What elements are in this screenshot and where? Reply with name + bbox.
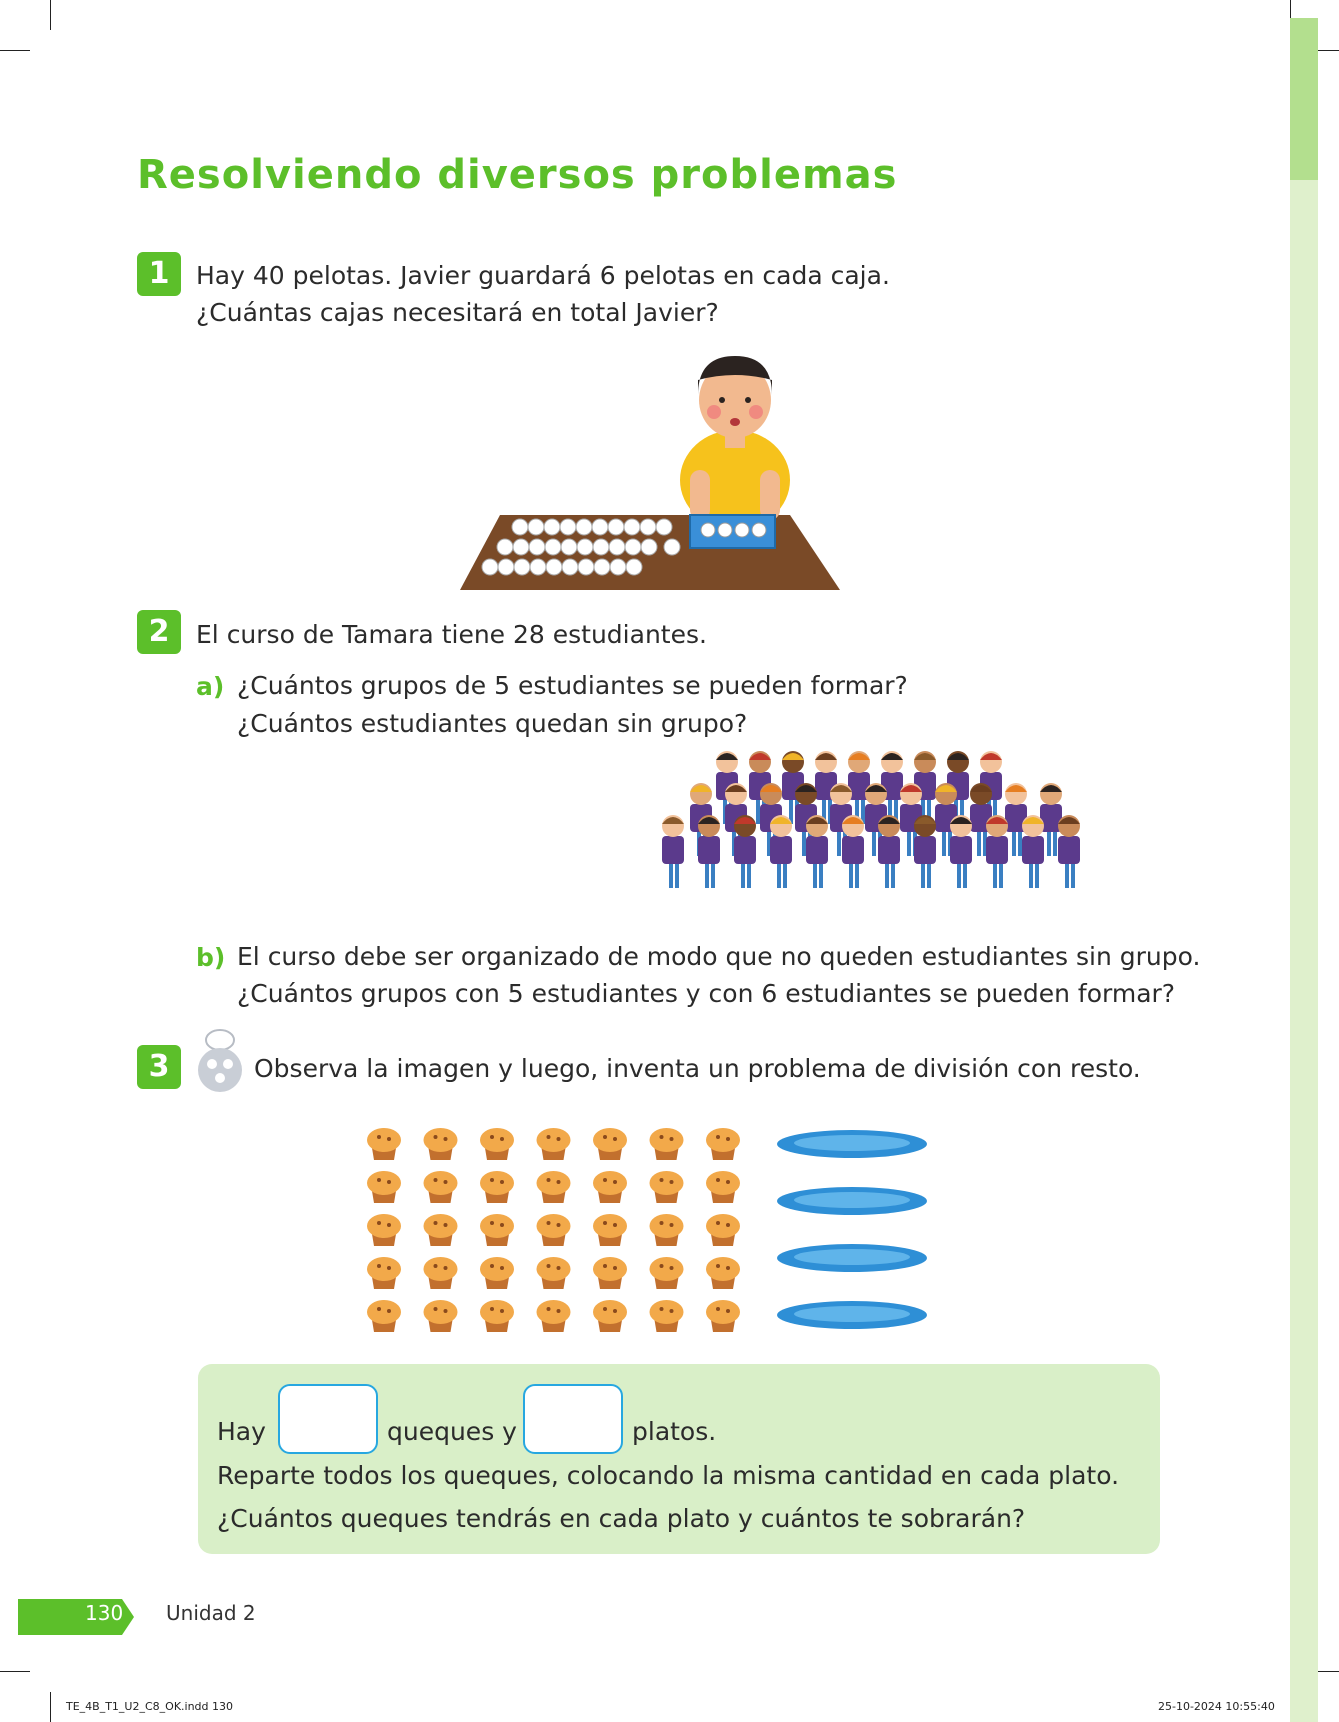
problem1-line2: ¿Cuántas cajas necesitará en total Javier? bbox=[196, 298, 719, 327]
students-group-illustration bbox=[655, 748, 1110, 920]
muffin-icon bbox=[593, 1257, 627, 1289]
plate-icon bbox=[777, 1187, 927, 1215]
crop-mark bbox=[50, 0, 51, 30]
muffin-icon bbox=[480, 1300, 514, 1332]
muffin-icon bbox=[650, 1257, 684, 1289]
problem2a-line1: ¿Cuántos grupos de 5 estudiantes se pueden formar? bbox=[237, 671, 908, 700]
unit-label: Unidad 2 bbox=[166, 1601, 256, 1625]
student-icon bbox=[1058, 815, 1080, 888]
muffin-icon bbox=[537, 1214, 571, 1246]
muffin-icon bbox=[593, 1128, 627, 1160]
muffin-icon bbox=[706, 1300, 740, 1332]
problem2a-line2: ¿Cuántos estudiantes quedan sin grupo? bbox=[237, 709, 748, 738]
plate-icon bbox=[777, 1244, 927, 1272]
muffins-and-plates-illustration bbox=[360, 1120, 940, 1340]
boy-packing-balls-illustration bbox=[460, 350, 850, 595]
muffin-icon bbox=[424, 1128, 458, 1160]
muffin-icon bbox=[480, 1171, 514, 1203]
problem2b-line1: El curso debe ser organizado de modo que no queden estudiantes sin grupo. bbox=[237, 942, 1201, 971]
muffin-icon bbox=[706, 1257, 740, 1289]
muffin-icon bbox=[593, 1171, 627, 1203]
muffin-icon bbox=[424, 1214, 458, 1246]
student-icon bbox=[842, 815, 864, 888]
muffin-icon bbox=[424, 1300, 458, 1332]
student-icon bbox=[662, 815, 684, 888]
group-work-icon bbox=[194, 1028, 246, 1094]
student-icon bbox=[914, 815, 936, 888]
muffin-icon bbox=[650, 1171, 684, 1203]
muffin-icon bbox=[537, 1128, 571, 1160]
date-slug: 25-10-2024 10:55:40 bbox=[1158, 1700, 1275, 1713]
page-title: Resolviendo diversos problemas bbox=[137, 152, 898, 198]
muffin-icon bbox=[537, 1300, 571, 1332]
answer-platos: platos. bbox=[632, 1417, 717, 1446]
crop-mark bbox=[0, 1671, 30, 1672]
problem1-line1: Hay 40 pelotas. Javier guardará 6 pelotas en cada caja. bbox=[196, 261, 890, 290]
muffin-icon bbox=[367, 1214, 401, 1246]
muffin-icon bbox=[706, 1128, 740, 1160]
muffin-icon bbox=[367, 1300, 401, 1332]
side-strip bbox=[1290, 18, 1318, 1722]
student-icon bbox=[806, 815, 828, 888]
muffin-icon bbox=[593, 1214, 627, 1246]
crop-mark bbox=[50, 1692, 51, 1722]
side-tab bbox=[1290, 18, 1318, 180]
muffin-icon bbox=[480, 1257, 514, 1289]
answer-hay: Hay bbox=[217, 1417, 266, 1446]
student-icon bbox=[734, 815, 756, 888]
problem3-text: Observa la imagen y luego, inventa un problema de división con resto. bbox=[254, 1054, 1141, 1083]
plates-count-input[interactable] bbox=[523, 1384, 623, 1454]
subquestion-a-label: a) bbox=[196, 672, 225, 701]
problem-number-2: 2 bbox=[137, 610, 181, 654]
muffins-count-input[interactable] bbox=[278, 1384, 378, 1454]
muffin-icon bbox=[367, 1257, 401, 1289]
student-icon bbox=[770, 815, 792, 888]
answer-line2: Reparte todos los queques, colocando la misma cantidad en cada plato. bbox=[217, 1461, 1120, 1490]
student-icon bbox=[986, 815, 1008, 888]
crop-mark bbox=[0, 50, 30, 51]
plate-icon bbox=[777, 1130, 927, 1158]
muffin-icon bbox=[537, 1171, 571, 1203]
problem2b-line2: ¿Cuántos grupos con 5 estudiantes y con 6 estudiantes se pueden formar? bbox=[237, 979, 1176, 1008]
problem-number-1: 1 bbox=[137, 252, 181, 296]
muffin-icon bbox=[593, 1300, 627, 1332]
muffin-icon bbox=[367, 1128, 401, 1160]
muffin-icon bbox=[650, 1214, 684, 1246]
student-icon bbox=[950, 815, 972, 888]
file-slug: TE_4B_T1_U2_C8_OK.indd 130 bbox=[66, 1700, 234, 1713]
answer-queques-y: queques y bbox=[387, 1417, 517, 1446]
muffin-icon bbox=[706, 1214, 740, 1246]
muffin-icon bbox=[706, 1171, 740, 1203]
plate-icon bbox=[777, 1301, 927, 1329]
muffin-icon bbox=[367, 1171, 401, 1203]
student-icon bbox=[1022, 815, 1044, 888]
muffin-icon bbox=[480, 1214, 514, 1246]
student-icon bbox=[698, 815, 720, 888]
student-icon bbox=[878, 815, 900, 888]
problem-number-3: 3 bbox=[137, 1045, 181, 1089]
page-number: 130 bbox=[85, 1601, 124, 1625]
muffin-icon bbox=[650, 1300, 684, 1332]
muffin-icon bbox=[537, 1257, 571, 1289]
muffin-icon bbox=[424, 1257, 458, 1289]
answer-line3: ¿Cuántos queques tendrás en cada plato y cuántos te sobrarán? bbox=[217, 1504, 1026, 1533]
muffin-icon bbox=[424, 1171, 458, 1203]
problem2-intro: El curso de Tamara tiene 28 estudiantes. bbox=[196, 620, 707, 649]
muffin-icon bbox=[480, 1128, 514, 1160]
muffin-icon bbox=[650, 1128, 684, 1160]
subquestion-b-label: b) bbox=[196, 943, 226, 972]
